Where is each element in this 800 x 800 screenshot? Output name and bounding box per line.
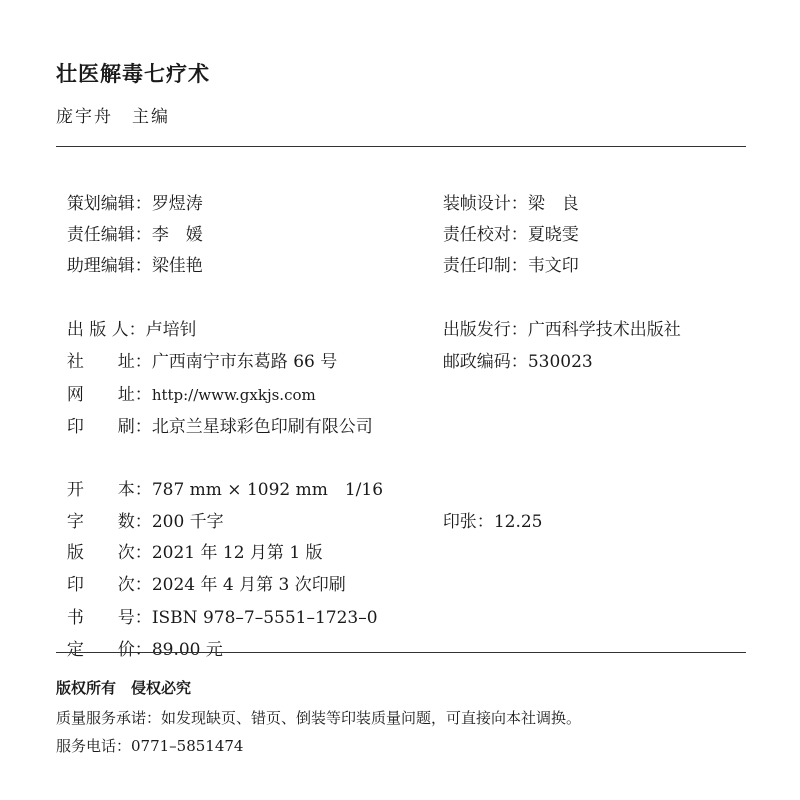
website-value: http://www.gxkjs.com	[151, 386, 316, 404]
printing-label: 印 次：	[66, 575, 152, 595]
postcode-label: 邮政编码：	[442, 352, 528, 372]
edition-label: 版 次：	[66, 543, 152, 563]
printer-row	[56, 394, 373, 438]
print-supervisor-value: 韦文印	[527, 256, 579, 276]
print-supervisor-label: 责任印制：	[442, 256, 528, 276]
assistant-editor-value: 梁佳艳	[151, 256, 203, 276]
website-label: 网 址：	[66, 385, 152, 405]
copyright-notice: 版权所有 侵权必究	[56, 679, 192, 697]
printing-value: 2024 年 4 月第 3 次印刷	[151, 575, 346, 595]
assistant-editor-label: 助理编辑：	[66, 256, 152, 276]
publisher-person-label: 出 版 人：	[66, 320, 146, 340]
print-supervisor-row	[432, 233, 579, 277]
binding-design-value: 梁 良	[527, 194, 579, 214]
publisher-person-value: 卢培钊	[145, 320, 197, 340]
distribution-label: 出版发行：	[442, 320, 528, 340]
price-value: 89.00 元	[151, 640, 223, 660]
assistant-editor-row	[56, 233, 203, 277]
word-count-label: 字 数：	[66, 512, 152, 532]
bottom-divider	[56, 652, 746, 653]
book-title: 壮医解毒七疗术	[56, 62, 210, 86]
price-row	[56, 617, 223, 661]
service-phone: 服务电话：0771–5851474	[56, 737, 244, 755]
postcode-row	[432, 329, 593, 373]
sheets-row	[432, 489, 542, 533]
top-divider	[56, 146, 746, 147]
planning-editor-value: 罗煜涛	[151, 194, 203, 214]
format-label: 开 本：	[66, 480, 152, 500]
binding-design-label: 装帧设计：	[442, 194, 528, 214]
address-label: 社 址：	[66, 352, 152, 372]
isbn-label: 书 号：	[66, 608, 152, 628]
responsible-editor-value: 李 媛	[151, 225, 203, 245]
responsible-editor-label: 责任编辑：	[66, 225, 152, 245]
printer-value: 北京兰星球彩色印刷有限公司	[151, 417, 373, 437]
isbn-value: ISBN 978–7–5551–1723–0	[151, 608, 378, 628]
edition-value: 2021 年 12 月第 1 版	[151, 543, 323, 563]
price-label: 定 价：	[66, 640, 152, 660]
sheets-label: 印张：	[442, 512, 494, 532]
proofreader-value: 夏晓雯	[527, 225, 579, 245]
address-value: 广西南宁市东葛路 66 号	[151, 352, 338, 372]
planning-editor-label: 策划编辑：	[66, 194, 152, 214]
printer-label: 印 刷：	[66, 417, 152, 437]
format-value: 787 mm × 1092 mm 1/16	[151, 480, 384, 500]
sheets-value: 12.25	[493, 512, 543, 532]
postcode-value: 530023	[527, 352, 593, 372]
word-count-value: 200 千字	[151, 512, 224, 532]
editor-line: 庞宇舟 主编	[56, 107, 170, 127]
distribution-value: 广西科学技术出版社	[527, 320, 681, 340]
proofreader-label: 责任校对：	[442, 225, 528, 245]
quality-promise: 质量服务承诺：如发现缺页、错页、倒装等印装质量问题，可直接向本社调换。	[56, 709, 582, 727]
